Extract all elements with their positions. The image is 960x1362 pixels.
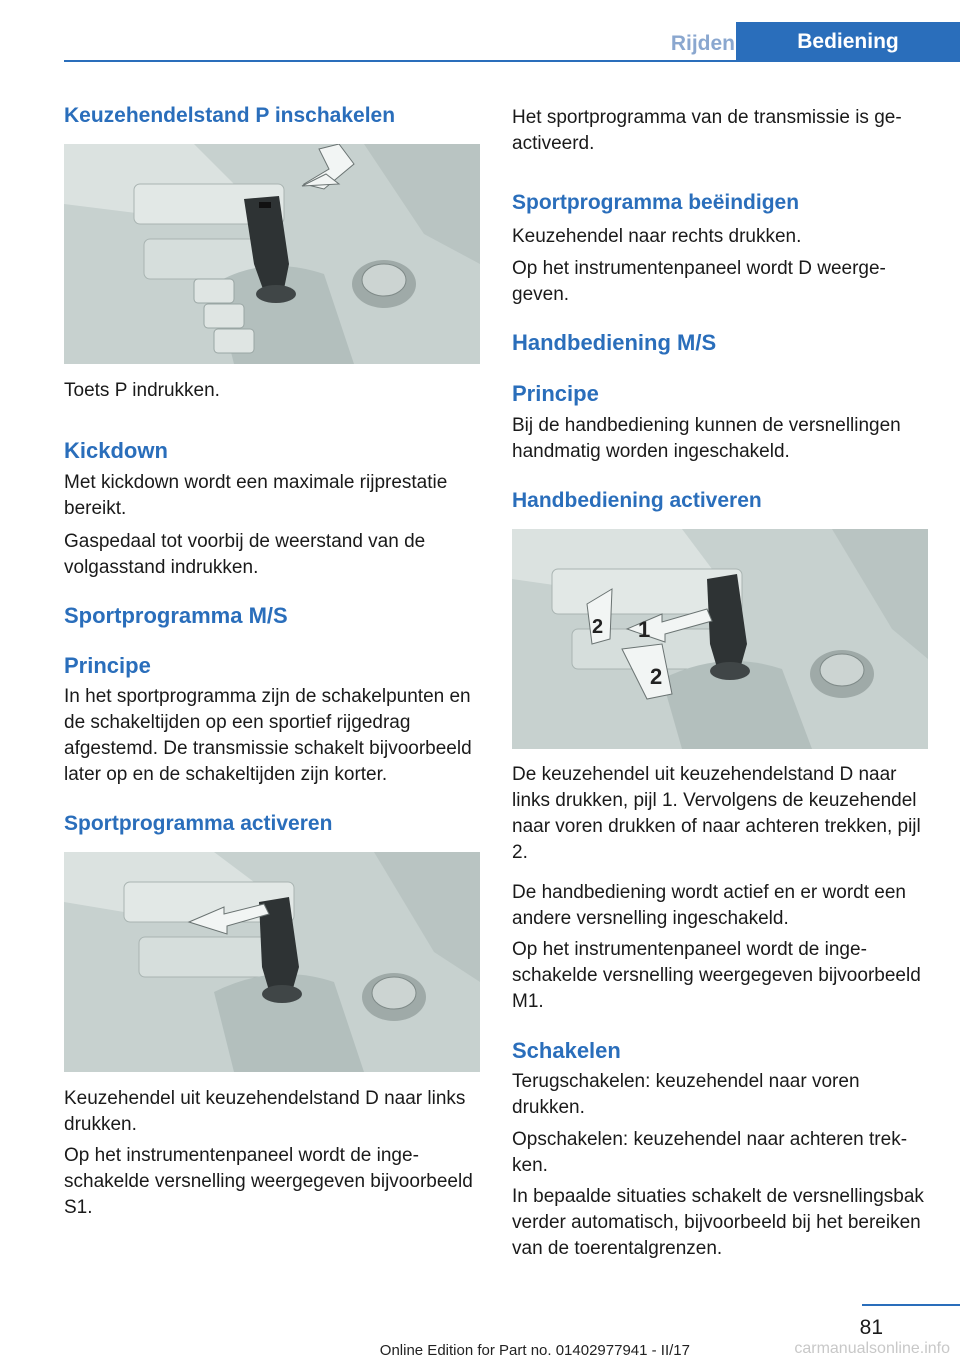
text-kickdown-2: Gaspedaal tot voorbij de weerstand van de volgasstand indrukken. bbox=[64, 531, 426, 578]
text-beeindigen-2: Op het instrumentenpaneel wordt D weergegeven. bbox=[512, 258, 886, 305]
heading-kickdown: Kickdown bbox=[64, 438, 168, 463]
heading-handbediening: Handbediening M/S bbox=[512, 330, 717, 355]
heading-hand-activeren: Handbediening activeren bbox=[512, 489, 762, 512]
figure-label-2a: 2 bbox=[592, 616, 604, 638]
figure-gear-selector-manual bbox=[512, 529, 928, 749]
text-kickdown-1: Met kickdown wordt een maximale rijprestatie bereikt. bbox=[64, 472, 448, 519]
section-tab-rijden: Rijden bbox=[670, 32, 735, 55]
heading-sport-activeren: Sportprogramma activeren bbox=[64, 812, 333, 835]
heading-principe-hand: Principe bbox=[512, 381, 599, 406]
text-schakelen-1: Terugschakelen: keuzehendel naar voren drukken. bbox=[512, 1071, 860, 1118]
section-tab-bediening: Bediening bbox=[736, 22, 960, 62]
figure-gear-selector-park bbox=[64, 144, 480, 364]
header-rule bbox=[64, 60, 960, 62]
heading-sportprogramma: Sportprogramma M/S bbox=[64, 603, 288, 628]
text-sport-activeren-2: Op het instrumentenpaneel wordt de ingeschakelde versnelling weergegeven bijvoorbeeld S1. bbox=[64, 1145, 473, 1218]
text-beeindigen-1: Keuzehendel naar rechts drukken. bbox=[512, 226, 802, 247]
heading-principe: Principe bbox=[64, 653, 151, 678]
heading-park: Keuzehendelstand P inschakelen bbox=[64, 104, 396, 127]
text-schakelen-2: Opschakelen: keuzehendel naar achteren trekken. bbox=[512, 1129, 908, 1176]
text-hand-activeren-2: De handbediening wordt actief en er wordt een andere versnelling ingeschakeld. bbox=[512, 882, 906, 929]
heading-sport-beeindigen: Sportprogramma beëindigen bbox=[512, 191, 800, 214]
page-number: 81 bbox=[859, 1316, 883, 1339]
text-schakelen-3: In bepaalde situaties schakelt de versnellingsbak verder automatisch, bijvoorbeeld bij het bereiken van de toerentalgrenzen. bbox=[512, 1186, 924, 1259]
watermark: carmanualsonline.info bbox=[794, 1340, 950, 1357]
footer-edition-note: Online Edition for Part no. 01402977941 - II/17 bbox=[379, 1342, 690, 1359]
figure-label-2b: 2 bbox=[650, 664, 663, 689]
page-header bbox=[0, 0, 960, 62]
heading-schakelen: Schakelen bbox=[512, 1038, 621, 1063]
text-sport-geactiveerd: Het sportprogramma van de transmissie is geactiveerd. bbox=[512, 107, 902, 154]
figure-label-1: 1 bbox=[638, 617, 651, 642]
text-hand-activeren-1: De keuzehendel uit keuzehendelstand D naar links drukken, pijl 1. Vervolgens de keuzehendel naar voren drukken of naar achteren trekken, pijl 2. bbox=[512, 764, 921, 863]
text-principe-hand: Bij de handbediening kunnen de versnellingen handmatig worden ingeschakeld. bbox=[512, 415, 901, 462]
text-park-instruction: Toets P indrukken. bbox=[64, 380, 220, 401]
text-principe: In het sportprogramma zijn de schakelpunten en de schakeltijden op een sportief rijgedrag afgestemd. De transmissie schakelt bijvoorbeeld later op en de schakeltijden zijn korter. bbox=[64, 686, 472, 785]
figure-gear-selector-sport bbox=[64, 852, 480, 1072]
text-sport-activeren-1: Keuzehendel uit keuzehendelstand D naar links drukken. bbox=[64, 1088, 466, 1135]
text-hand-activeren-3: Op het instrumentenpaneel wordt de ingeschakelde versnelling weergegeven bijvoorbeeld M1. bbox=[512, 939, 921, 1012]
footer-rule bbox=[862, 1304, 960, 1306]
